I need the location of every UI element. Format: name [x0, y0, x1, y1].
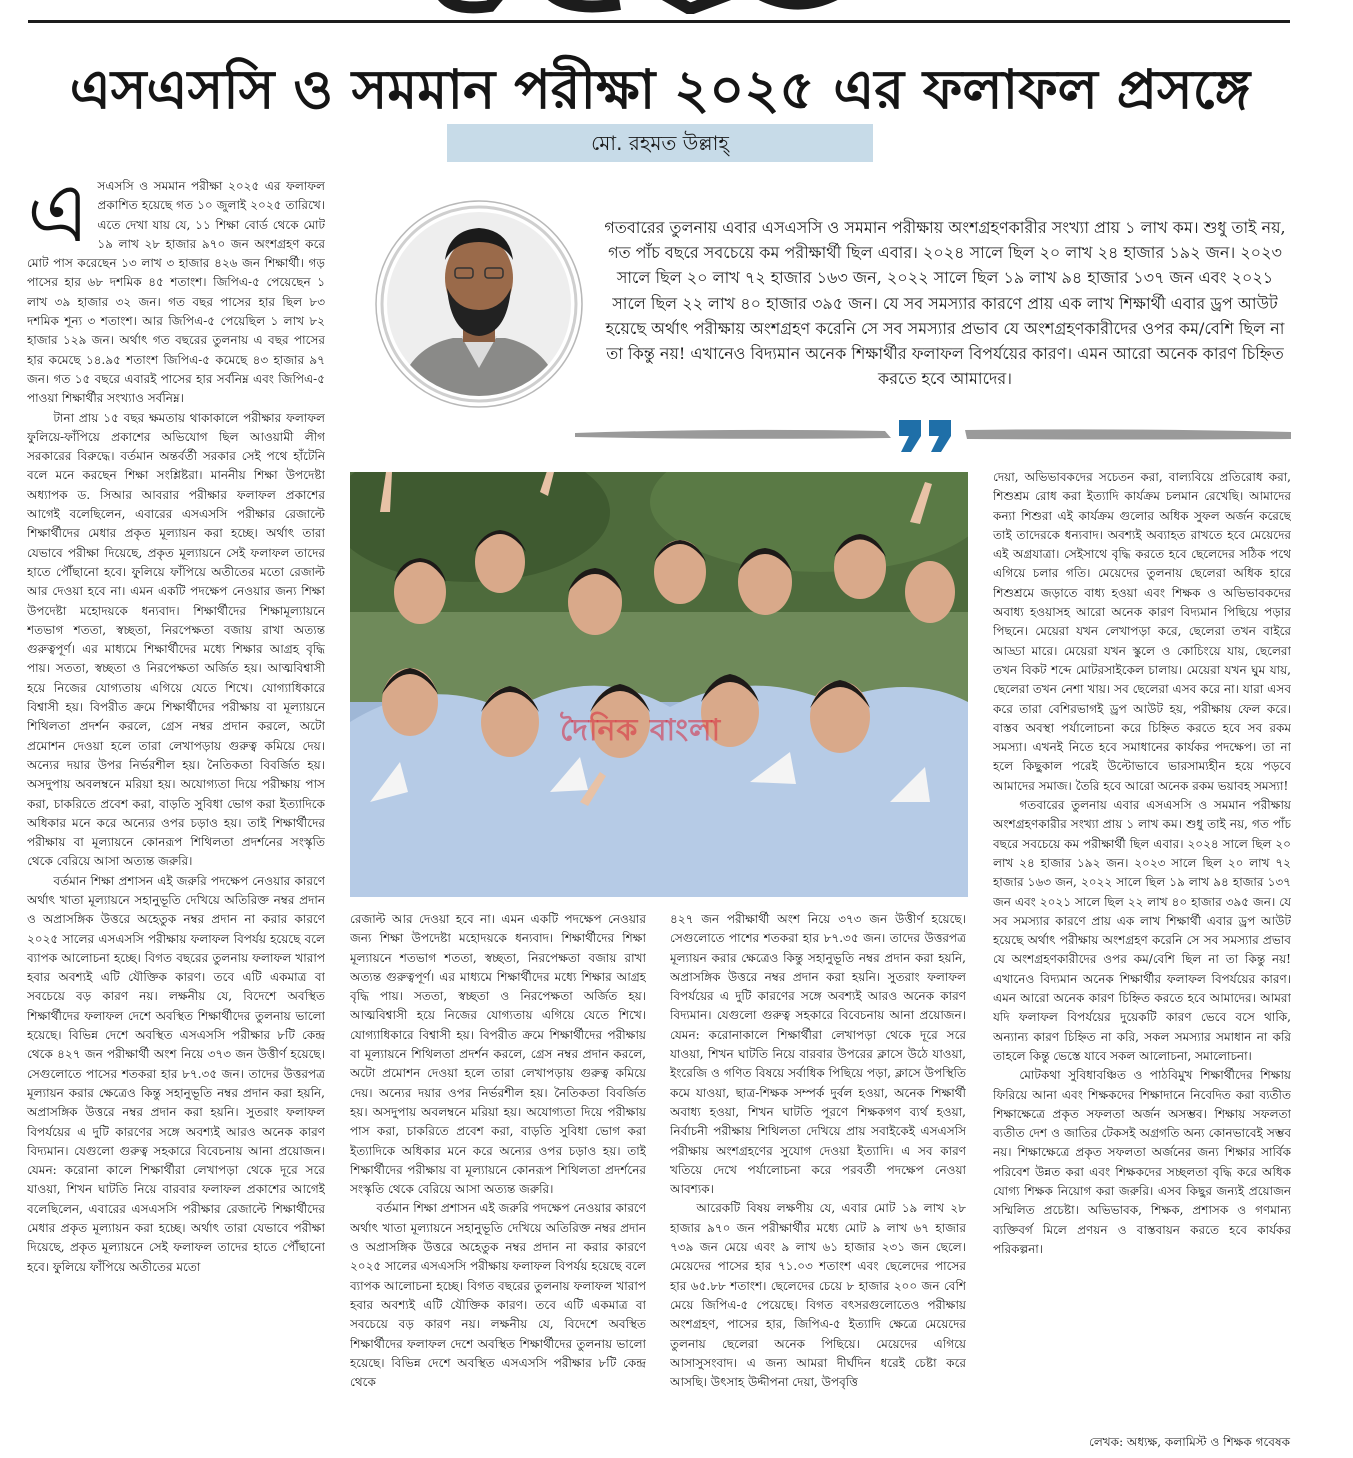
article-column-2	[350, 910, 646, 1448]
paragraph: বর্তমান শিক্ষা প্রশাসন এই জরুরি পদক্ষেপ নেওয়ার কারণে অর্থাৎ খাতা মূল্যায়নে সহানুভূতি দেখিয়ে অতিরিক্ত নম্বর প্রদান ও অপ্রাসঙ্গিক উত্তরে অহেতুক নম্বর প্রদান না করার কারণে ২০২৫ সালের এসএসসি পরীক্ষায় ফলাফল বিপর্যয় হয়েছে বলে ব্যাপক আলোচনা হচ্ছে। বিগত বছরের তুলনায় ফলাফল খারাপ হবার অবশ্যই এটি যৌক্তিক কারণ। তবে এটি একমাত্র বা সবচেয়ে বড় কারণ নয়। লক্ষনীয় যে, বিদেশে অবস্থিত শিক্ষার্থীদের ফলাফল দেশে অবস্থিত শিক্ষার্থীদের তুলনায় ভালো হয়েছে। বিভিন্ন দেশে অবস্থিত এসএসসি পরীক্ষার ৮টি কেন্দ্র থেকে ৪২৭ জন পরীক্ষার্থী অংশ নিয়ে ৩৭৩ জন উত্তীর্ণ হয়েছে। সেগুলোতে পাসের শতকরা হার ৮৭.৩৫ জন। তাদের উত্তরপত্র মূল্যায়ন করার ক্ষেত্রেও কিন্তু সহানুভূতি নম্বর প্রদান করা হয়নি, অপ্রাসঙ্গিক উত্তরে নম্বর প্রদান করা হয়নি। সুতরাং ফলাফল বিপর্যয়ের এ দুটি কারণের সঙ্গে অবশ্যই আরও অনেক কারণ বিদ্যমান। যেগুলো গুরুত্ব সহকারে বিবেচনায় আনা প্রয়োজন। যেমন: করোনা কালে শিক্ষার্থীরা লেখাপড়া থেকে দূরে সরে যাওয়া, শিখন ঘাটতি নিয়ে বারবার ফলাফল প্রকাশের আগেই বলেছিলেন, এবারের এসএসসি পরীক্ষার রেজাল্টে শিক্ষার্থীদের মেধার প্রকৃত মূল্যায়ন করা হচ্ছে। অর্থাৎ তারা যেভাবে পরীক্ষা দিয়েছে, প্রকৃত মূল্যায়নে সেই ফলাফল তাদের হাতে পৌঁছানো হবে। ফুলিয়ে ফাঁপিয়ে অতীতের মতো	[27, 873, 325, 1274]
headline: এসএসসি ও সমমান পরীক্ষা ২০২৫ এর ফলাফল প্রসঙ্গে	[69, 58, 1251, 121]
students-celebration-photo	[350, 472, 968, 897]
intro-summary: গতবারের তুলনায় এবার এসএসসি ও সমমান পরীক্ষায় অংশগ্রহণকারীর সংখ্যা প্রায় ১ লাখ কম। শুধু তাই নয়, গত পাঁচ বছরে সবচেয়ে কম পরীক্ষার্থী ছিল এবার। ২০২৪ সালে ছিল ২০ লাখ ২৪ হাজার ১৯২ জন। ২০২৩ সালে ছিল ২০ লাখ ৭২ হাজার ১৬৩ জন, ২০২২ সালে ছিল ১৯ লাখ ৯৪ হাজার ১৩৭ জন এবং ২০২১ সালে ছিল ২২ লাখ ৪০ হাজার ৩৯৫ জন। যে সব সমস্যার কারণে প্রায় এক লাখ শিক্ষার্থী এবার ড্রপ আউট হয়েছে অর্থাৎ পরীক্ষায় অংশগ্রহণ করেনি সে সব সমস্যার প্রভাব যে অংশগ্রহণকারীদের ওপর কম/বেশি ছিল না তা কিন্তু নয়! এখানেও বিদ্যমান অনেক শিক্ষার্থীর ফলাফল বিপর্যয়ের কারণ। এমন আরো অনেক কারণ চিহ্নিত করতে হবে আমাদের।	[604, 218, 1286, 389]
author-portrait	[373, 198, 585, 410]
drop-cap: এ	[27, 177, 90, 261]
paragraph: বর্তমান শিক্ষা প্রশাসন এই জরুরি পদক্ষেপ নেওয়ার কারণে অর্থাৎ খাতা মূল্যায়নে সহানুভূতি দেখিয়ে অতিরিক্ত নম্বর প্রদান ও অপ্রাসঙ্গিক উত্তরে অহেতুক নম্বর প্রদান না করার কারণে ২০২৫ সালের এসএসসি পরীক্ষায় ফলাফল বিপর্যয় হয়েছে বলে ব্যাপক আলোচনা হচ্ছে। বিগত বছরের তুলনায় ফলাফল খারাপ হবার অবশ্যই এটি যৌক্তিক কারণ। তবে এটি একমাত্র বা সবচেয়ে বড় কারণ নয়। লক্ষনীয় যে, বিদেশে অবস্থিত শিক্ষার্থীদের ফলাফল দেশে অবস্থিত শিক্ষার্থীদের তুলনায় ভালো হয়েছে। বিভিন্ন দেশে অবস্থিত এসএসসি পরীক্ষার ৮টি কেন্দ্র থেকে	[350, 1201, 646, 1390]
photo-watermark: দৈনিক বাংলা	[560, 713, 722, 748]
paragraph: দেয়া, অভিভাবকদের সচেতন করা, বাল্যবিয়ে প্রতিরোধ করা, শিশুশ্রম রোধ করা ইত্যাদি কার্যক্রম চলমান রেখেছি। আমাদের কন্যা শিশুরা এই কার্যক্রম গুলোর অধিক সুফল অর্জন করেছে তাই তাদেরকে ধন্যবাদ। অবশ্যই অব্যাহত রাখতে হবে মেয়েদের এই অগ্রযাত্রা। সেইসাথে বৃদ্ধি করতে হবে ছেলেদের সঠিক পথে এগিয়ে চলার গতি। মেয়েদের তুলনায় ছেলেরা অধিক হারে শিশুশ্রমে জড়াতে বাধ্য হওয়া এবং শিক্ষক ও অভিভাবকদের অবাধ্য হওয়াসহ আরো অনেক কারণ বিদ্যমান পিছিয়ে পড়ার পিছনে। মেয়েরা যখন লেখাপড়া করে, ছেলেরা তখন বাইরে আড্ডা মারে। মেয়েরা যখন স্কুলে ও কোচিংয়ে যায়, ছেলেরা তখন বিকট শব্দে মোটরসাইকেল চালায়। মেয়েরা যখন ঘুম যায়, ছেলেরা তখন নেশা খায়। সব ছেলেরা এসব করে না। যারা এসব করে তারা বেশিরভাগই ড্রপ আউট হয়, পরীক্ষায় ফেল করে। বাস্তব অবস্থা পর্যালোচনা করে চিহ্নিত করতে হবে সব রকম সমস্যা। এখনই নিতে হবে সমাধানের কার্যকর পদক্ষেপ। তা না হলে কিছুকাল পরেই উল্টোভাবে ভারসাম্যহীন হয়ে পড়বে আমাদের সমাজ। তৈরি হবে আরো অনেক রকম ভয়াবহ সমস্যা!	[993, 470, 1291, 793]
paragraph: সএসসি ও সমমান পরীক্ষা ২০২৫ এর ফলাফল প্রকাশিত হয়েছে গত ১০ জুলাই ২০২৫ তারিখে। এতে দেখা যায় যে, ১১ শিক্ষা বোর্ড থেকে মোট ১৯ লাখ ২৮ হাজার ৯৭০ জন অংশগ্রহণ করে মোট পাস করেছেন ১৩ লাখ ৩ হাজার ৪২৬ জন শিক্ষার্থী। গড় পাসের হার ৬৮ দশমিক ৪৫ শতাংশ। জিপিএ-৫ পেয়েছেন ১ লাখ ৩৯ হাজার ৩২ জন। গত বছর পাসের হার ছিল ৮৩ দশমিক শূন্য ৩ শতাংশ। আর জিপিএ-৫ পেয়েছিল ১ লাখ ৮২ হাজার ১২৯ জন। অর্থাৎ গত বছরের তুলনায় এ বছর পাসের হার কমেছে ১৪.৯৫ শতাংশ জিপিএ-৫ কমেছে ৪৩ হাজার ৯৭ জন। গত ১৫ বছরে এবারই পাসের হার সর্বনিম্ন এবং জিপিএ-৫ পাওয়া শিক্ষার্থীর সংখ্যাও সর্বনিম্ন।	[27, 179, 325, 406]
quote-divider	[575, 418, 1291, 452]
paragraph: গতবারের তুলনায় এবার এসএসসি ও সমমান পরীক্ষায় অংশগ্রহণকারীর সংখ্যা প্রায় ১ লাখ কম। শুধু তাই নয়, গত পাঁচ বছরে সবচেয়ে কম পরীক্ষার্থী ছিল এবার। ২০২৪ সালে ছিল ২০ লাখ ২৪ হাজার ১৯২ জন। ২০২৩ সালে ছিল ২০ লাখ ৭২ হাজার ১৬৩ জন, ২০২২ সালে ছিল ১৯ লাখ ৯৪ হাজার ১৩৭ জন এবং ২০২১ সালে ছিল ২২ লাখ ৪০ হাজার ৩৯৫ জন। যে সব সমস্যার কারণে প্রায় এক লাখ শিক্ষার্থী এবার ড্রপ আউট হয়েছে অর্থাৎ পরীক্ষায় অংশগ্রহণ করেনি সে সব সমস্যার প্রভাব যে অংশগ্রহণকারীদের ওপর কম/বেশি ছিল না তা কিন্তু নয়! এখানেও বিদ্যমান অনেক শিক্ষার্থীর ফলাফল বিপর্যয়ের কারণ। এমন আরো অনেক কারণ চিহ্নিত করতে হবে আমাদের। আমরা যদি ফলাফল বিপর্যয়ের দুয়েকটি কারণ ভেবে বসে থাকি, অন্যান্য কারণ চিহ্নিত না করি, সকল সমস্যার সমাধান না করি তাহলে কিন্তু ভেস্তে যাবে সকল আলোচনা, সমালোচনা।	[993, 798, 1291, 1063]
byline: মো. রহমত উল্লাহ্	[447, 124, 873, 162]
paragraph: মোটকথা সুবিধাবঞ্চিত ও পাঠবিমুখ শিক্ষার্থীদের শিক্ষায় ফিরিয়ে আনা এবং শিক্ষকদের শিক্ষাদানে নিবেদিত করা ব্যতীত শিক্ষাক্ষেত্রে প্রকৃত সফলতা অর্জন অসম্ভব। শিক্ষায় সফলতা ব্যতীত দেশ ও জাতির টেকসই অগ্রগতি অন্য কোনভাবেই সম্ভব নয়। শিক্ষাক্ষেত্রে প্রকৃত সফলতা অর্জনের জন্য শিক্ষার সার্বিক পরিবেশ উন্নত করা এবং শিক্ষকদের সচ্ছলতা বৃদ্ধি করে অধিক যোগ্য শিক্ষক নিয়োগ করা জরুরি। এসব কিছুর জন্যই প্রয়োজন সম্মিলিত প্রচেষ্টা। অভিভাবক, শিক্ষক, প্রশাসক ও গণমান্য ব্যক্তিবর্গ মিলে প্রণয়ন ও বাস্তবায়ন করতে হবে কার্যকর পরিকল্পনা।	[993, 1068, 1291, 1256]
paragraph: টানা প্রায় ১৫ বছর ক্ষমতায় থাকাকালে পরীক্ষার ফলাফল ফুলিয়ে-ফাঁপিয়ে প্রকাশের অভিযোগ ছিল আওয়ামী লীগ সরকারের বিরুদ্ধে। বর্তমান অন্তর্বর্তী সরকার সেই পথে হাঁটেনি বলে মনে করছেন শিক্ষা সংশ্লিষ্টরা। মাননীয় শিক্ষা উপদেষ্টা অধ্যাপক ড. সিআর আবরার পরীক্ষার ফলাফল প্রকাশের আগেই বলেছিলেন, এবারের এসএসসি পরীক্ষার রেজাল্টে শিক্ষার্থীদের মেধার প্রকৃত মূল্যায়ন করা হচ্ছে। অর্থাৎ তারা যেভাবে পরীক্ষা দিয়েছে, প্রকৃত মূল্যায়নে সেই ফলাফল তাদের হাতে পৌঁছানো হবে। ফুলিয়ে ফাঁপিয়ে অতীতের মতো রেজাল্ট আর দেওয়া হবে না। এমন একটি পদক্ষেপ নেওয়ার জন্য শিক্ষা উপদেষ্টা মহোদয়কে ধন্যবাদ। শিক্ষার্থীদের শিক্ষামূল্যায়নে শতভাগ শততা, স্বচ্ছতা, নিরপেক্ষতা বজায় রাখা অত্যন্ত গুরুত্বপূর্ণ। এর মাধ্যমে শিক্ষার্থীদের মধ্যে শিক্ষার আগ্রহ বৃদ্ধি পায়। সততা, স্বচ্ছতা ও নিরপেক্ষতা অর্জিত হয়। আত্মবিশ্বাসী হয়ে নিজের যোগ্যতায় এগিয়ে যেতে শিখে। যোগ্যাধিকারে বিশ্বাসী হয়। বিপরীত ক্রমে শিক্ষার্থীদের পরীক্ষায় বা মূল্যায়নে শিথিলতা প্রদর্শন করলে, গ্রেস নম্বর প্রদান করলে, অটো প্রমোশন দেওয়া হলে তারা লেখাপড়ায় গুরুত্ব কমিয়ে দেয়। অন্যের দয়ার উপর নির্ভরশীল হয়। নৈতিকতা বিবর্জিত হয়। অসদুপায় অবলম্বনে মরিয়া হয়। অযোগ্যতা দিয়ে পরীক্ষায় পাস করা, চাকরিতে প্রবেশ করা, বাড়তি সুবিধা ভোগ করা ইত্যাদিকে অধিকার মনে করে অন্যের ওপর চড়াও হয়। তাই শিক্ষার্থীদের পরীক্ষায় বা মূল্যায়নে কোনরূপ শিথিলতা প্রদর্শনের সংস্কৃতি থেকে বেরিয়ে আসা অত্যন্ত জরুরি।	[27, 410, 325, 869]
author-credit: লেখক: অধ্যক্ষ, কলামিস্ট ও শিক্ষক গবেষক	[1088, 1435, 1290, 1449]
masthead-remnant	[430, 0, 850, 14]
quote-marks-icon	[899, 420, 951, 452]
paragraph: আরেকটি বিষয় লক্ষণীয় যে, এবার মোট ১৯ লাখ ২৮ হাজার ৯৭০ জন পরীক্ষার্থীর মধ্যে মোট ৯ লাখ ৬৭ হাজার ৭৩৯ জন মেয়ে এবং ৯ লাখ ৬১ হাজার ২৩১ জন ছেলে। মেয়েদের পাসের হার ৭১.০৩ শতাংশ এবং ছেলেদের পাসের হার ৬৫.৮৮ শতাংশ। ছেলেদের চেয়ে ৮ হাজার ২০০ জন বেশি মেয়ে জিপিএ-৫ পেয়েছে। বিগত বৎসরগুলোতেও পরীক্ষায় অংশগ্রহণ, পাসের হার, জিপিএ-৫ ইত্যাদি ক্ষেত্রে মেয়েদের তুলনায় ছেলেরা অনেক পিছিয়ে। মেয়েদের এগিয়ে আসাসুসংবাদ। এ জন্য আমরা দীর্ঘদিন ধরেই চেষ্টা করে আসছি। উৎসাহ উদ্দীপনা দেয়া, উপবৃত্তি	[670, 1201, 966, 1390]
article-column-3	[670, 910, 966, 1448]
article-column-1	[27, 177, 325, 1449]
paragraph: ৪২৭ জন পরীক্ষার্থী অংশ নিয়ে ৩৭৩ জন উত্তীর্ণ হয়েছে। সেগুলোতে পাশের শতকরা হার ৮৭.৩৫ জন। তাদের উত্তরপত্র মূল্যায়ন করার ক্ষেত্রেও কিন্তু সহানুভূতি নম্বর প্রদান করা হয়নি, অপ্রাসঙ্গিক উত্তরে নম্বর প্রদান করা হয়নি। সুতরাং ফলাফল বিপর্যয়ের এ দুটি কারণের সঙ্গে অবশ্যই আরও অনেক কারণ বিদ্যমান। যেগুলো গুরুত্ব সহকারে বিবেচনায় আনা প্রয়োজন। যেমন: করোনাকালে শিক্ষার্থীরা লেখাপড়া থেকে দূরে সরে যাওয়া, শিখন ঘাটতি নিয়ে বারবার উপরের ক্লাসে উঠে যাওয়া, ইংরেজি ও গণিত বিষয়ে সর্বাধিক পিছিয়ে পড়া, ক্লাসে উপস্থিতি কমে যাওয়া, ছাত্র-শিক্ষক সম্পর্ক দুর্বল হওয়া, অনেক শিক্ষার্থী অবাধ্য হওয়া, শিখন ঘাটতি পূরণে শিক্ষকগণ ব্যর্থ হওয়া, নির্বাচনী পরীক্ষায় শিথিলতা দেখিয়ে প্রায় সবাইকেই এসএসসি পরীক্ষায় অংশগ্রহণের সুযোগ দেওয়া ইত্যাদি। এ সব কারণ খতিয়ে দেখে পর্যালোচনা করে পরবর্তী পদক্ষেপ নেওয়া আবশ্যক।	[670, 912, 966, 1197]
paragraph: রেজাল্ট আর দেওয়া হবে না। এমন একটি পদক্ষেপ নেওয়ার জন্য শিক্ষা উপদেষ্টা মহোদয়কে ধন্যবাদ। শিক্ষার্থীদের শিক্ষা মূল্যায়নে শতভাগ শততা, স্বচ্ছতা, নিরপেক্ষতা বজায় রাখা অত্যন্ত গুরুত্বপূর্ণ। এর মাধ্যমে শিক্ষার্থীদের মধ্যে শিক্ষার আগ্রহ বৃদ্ধি পায়। সততা, স্বচ্ছতা ও নিরপেক্ষতা অর্জিত হয়। আত্মবিশ্বাসী হয়ে নিজের যোগ্যতায় এগিয়ে যেতে শিখে। যোগ্যাধিকারে বিশ্বাসী হয়। বিপরীত ক্রমে শিক্ষার্থীদের পরীক্ষায় বা মূল্যায়নে শিথিলতা প্রদর্শন করলে, গ্রেস নম্বর প্রদান করলে, অটো প্রমোশন দেওয়া হলে তারা লেখাপড়ায় গুরুত্ব কমিয়ে দেয়। অন্যের দয়ার ওপর নির্ভরশীল হয়। নৈতিকতা বিবর্জিত হয়। অসদুপায় অবলম্বনে মরিয়া হয়। অযোগ্যতা দিয়ে পরীক্ষায় পাস করা, চাকরিতে প্রবেশ করা, বাড়তি সুবিধা ভোগ করা ইত্যাদিকে অধিকার মনে করে অন্যের ওপর চড়াও হয়। তাই শিক্ষার্থীদের পরীক্ষায় বা মূল্যায়নে কোনরূপ শিথিলতা প্রদর্শনের সংস্কৃতি থেকে বেরিয়ে আসা অত্যন্ত জরুরি।	[350, 912, 646, 1197]
article-column-4	[993, 468, 1291, 1448]
masthead-rule	[28, 20, 1290, 23]
